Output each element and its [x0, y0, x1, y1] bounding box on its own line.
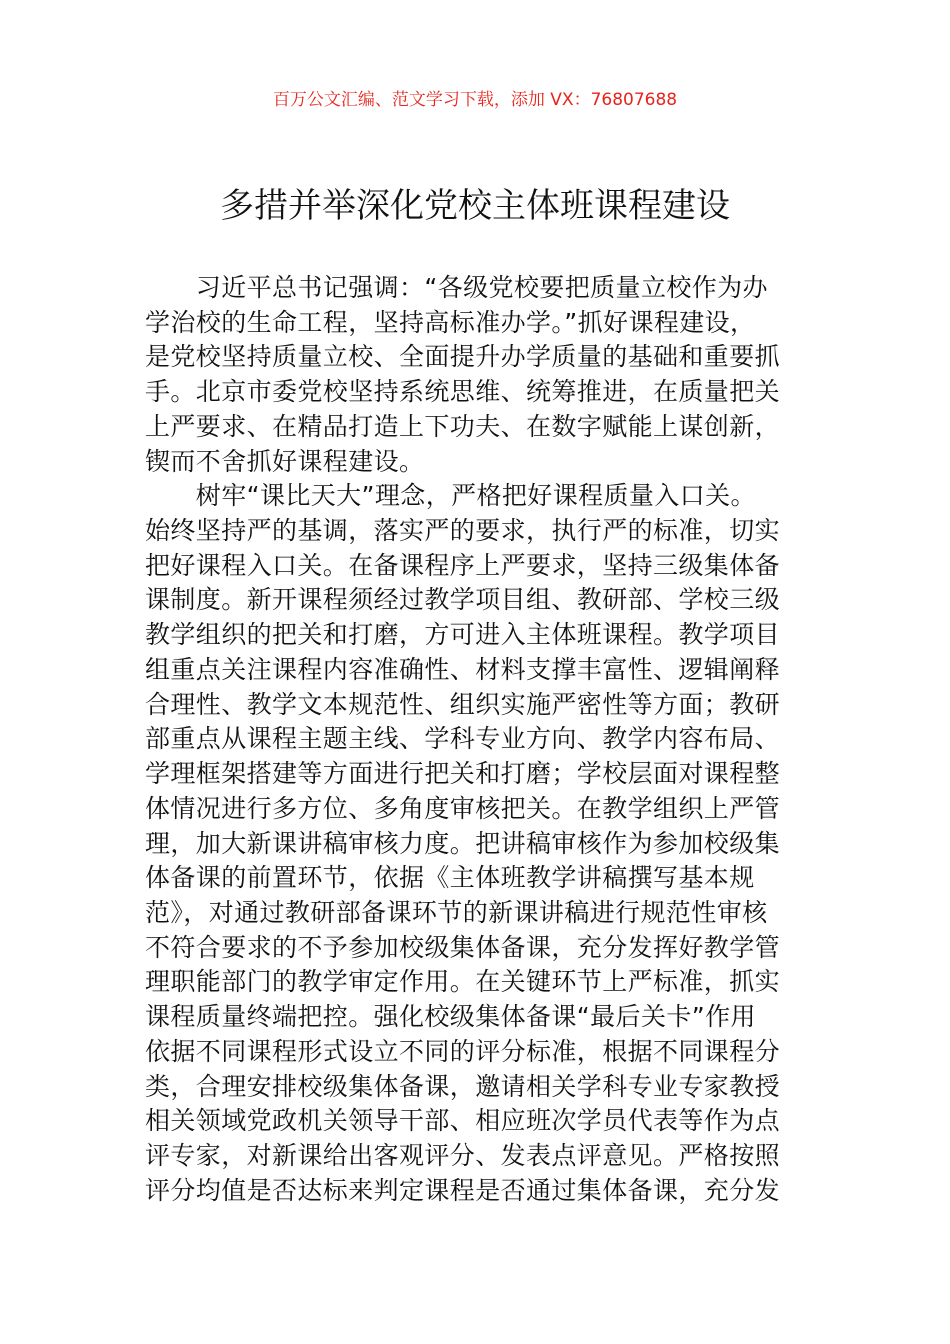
text-line: 理职能部门的教学审定作用。在关键环节上严标准，抓实 — [145, 967, 781, 997]
text-line: 树牢“课比天大”理念，严格把好课程质量入口关。 — [145, 481, 756, 511]
text-line: 范》，对通过教研部备课环节的新课讲稿进行规范性审核 — [145, 897, 768, 927]
text-line: 合理性、教学文本规范性、组织实施严密性等方面；教研 — [145, 689, 781, 719]
text-line: 学治校的生命工程，坚持高标准办学。”抓好课程建设， — [145, 307, 756, 337]
text-line: 体情况进行多方位、多角度审核把关。在教学组织上严管 — [145, 793, 781, 823]
text-line: 相关领域党政机关领导干部、相应班次学员代表等作为点 — [145, 1106, 781, 1136]
text-line: 评专家，对新课给出客观评分、发表点评意见。严格按照 — [145, 1140, 781, 1170]
text-line: 上严要求、在精品打造上下功夫、在数字赋能上谋创新， — [145, 411, 781, 441]
text-line: 学理框架搭建等方面进行把关和打磨；学校层面对课程整 — [145, 759, 781, 789]
text-line: 把好课程入口关。在备课程序上严要求，坚持三级集体备 — [145, 550, 781, 580]
text-line: 部重点从课程主题主线、学科专业方向、教学内容布局、 — [145, 724, 781, 754]
text-line: 体备课的前置环节，依据《主体班教学讲稿撰写基本规 — [145, 863, 755, 893]
text-line: 类，合理安排校级集体备课，邀请相关学科专业专家教授 — [145, 1071, 781, 1101]
text-line: 依据不同课程形式设立不同的评分标准，根据不同课程分 — [145, 1036, 781, 1066]
document-title: 多措并举深化党校主体班课程建设 — [220, 186, 730, 226]
text-line: 锲而不舍抓好课程建设。 — [145, 446, 425, 476]
text-line: 组重点关注课程内容准确性、材料支撑丰富性、逻辑阐释 — [145, 654, 781, 684]
text-line: 教学组织的把关和打磨，方可进入主体班课程。教学项目 — [145, 620, 781, 650]
text-line: 评分均值是否达标来判定课程是否通过集体备课，充分发 — [145, 1175, 781, 1205]
text-line: 课程质量终端把控。强化校级集体备课“最后关卡”作用 — [145, 1002, 756, 1032]
text-line: 理，加大新课讲稿审核力度。把讲稿审核作为参加校级集 — [145, 828, 781, 858]
text-line: 始终坚持严的基调，落实严的要求，执行严的标准，切实 — [145, 516, 781, 546]
text-line: 手。北京市委党校坚持系统思维、统筹推进，在质量把关 — [145, 377, 781, 407]
header-banner: 百万公文汇编、范文学习下载，添加 VX：76807688 — [272, 90, 678, 110]
text-line: 是党校坚持质量立校、全面提升办学质量的基础和重要抓 — [145, 342, 781, 372]
text-line: 不符合要求的不予参加校级集体备课，充分发挥好教学管 — [145, 932, 781, 962]
text-line: 习近平总书记强调：“各级党校要把质量立校作为办 — [145, 273, 768, 302]
text-line: 课制度。新开课程须经过教学项目组、教研部、学校三级 — [145, 585, 781, 615]
document-body — [145, 271, 845, 1208]
